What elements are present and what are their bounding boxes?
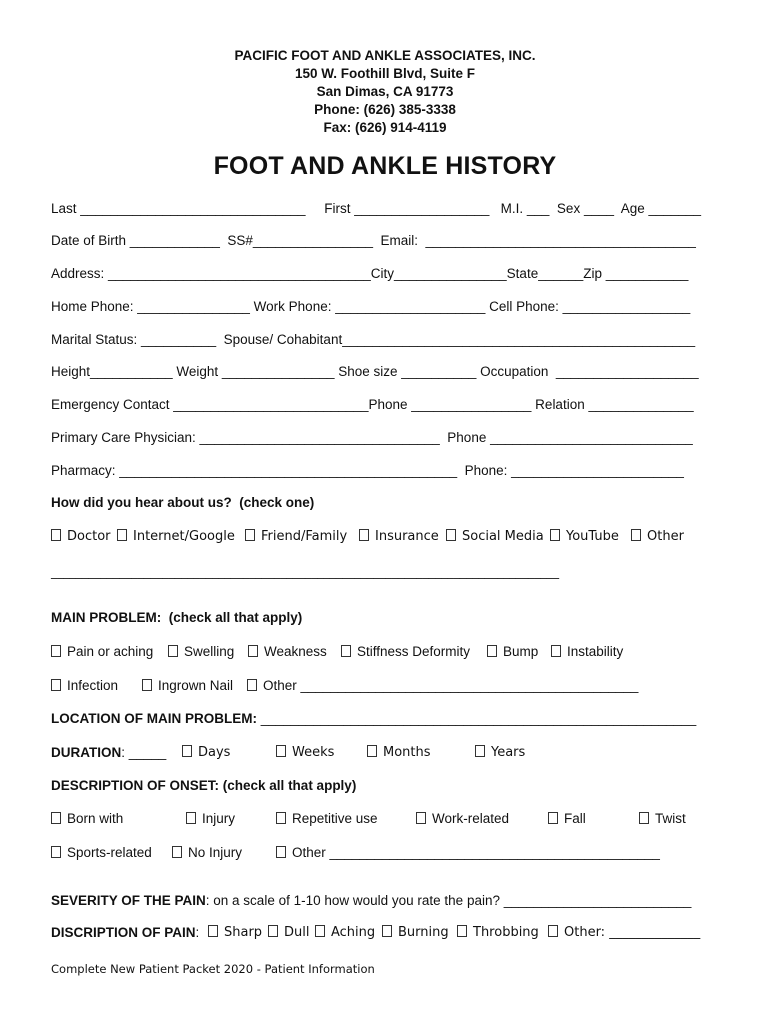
- practice-name: PACIFIC FOOT AND ANKLE ASSOCIATES, INC.: [234, 48, 536, 63]
- checkbox-icon[interactable]: [248, 645, 258, 657]
- hear-option-insurance[interactable]: Insurance: [359, 529, 439, 545]
- hear-option-youtube[interactable]: YouTube: [550, 529, 619, 545]
- hear-about-heading: How did you hear about us? (check one): [51, 495, 315, 510]
- checkbox-icon[interactable]: [51, 679, 61, 691]
- location-blank[interactable]: __________________________________________________________: [256, 711, 697, 726]
- checkbox-icon[interactable]: [276, 812, 286, 824]
- severity-prompt[interactable]: : on a scale of 1-10 how would you rate the pain? _________________________: [205, 893, 692, 908]
- checkbox-icon[interactable]: [182, 745, 192, 757]
- physician-fields[interactable]: Primary Care Physician: ________________________________ Phone ___________________________: [51, 430, 693, 445]
- checkbox-icon[interactable]: [341, 645, 351, 657]
- severity-line[interactable]: [51, 893, 691, 909]
- checkbox-icon[interactable]: [142, 679, 152, 691]
- pharmacy-fields[interactable]: Pharmacy: _____________________________________________ Phone: _______________________: [51, 463, 684, 478]
- checkbox-icon[interactable]: [268, 925, 278, 937]
- checkbox-icon[interactable]: [457, 925, 467, 937]
- problem-pain[interactable]: Pain or aching: [51, 644, 153, 660]
- problem-ingrown-nail[interactable]: Ingrown Nail: [142, 678, 233, 694]
- onset-heading-line: [51, 778, 356, 794]
- problem-swelling[interactable]: Swelling: [168, 644, 234, 660]
- duration-years[interactable]: Years: [475, 745, 525, 761]
- onset-other[interactable]: Other ____________________________________________: [276, 845, 660, 861]
- pain-other[interactable]: Other: ______________: [548, 925, 700, 941]
- checkbox-icon[interactable]: [276, 846, 286, 858]
- duration-label: DURATION: [51, 745, 122, 760]
- checkbox-icon[interactable]: [416, 812, 426, 824]
- checkbox-icon[interactable]: [639, 812, 649, 824]
- problem-weakness[interactable]: Weakness: [248, 644, 327, 660]
- pain-description-label: DISCRIPTION OF PAIN: [51, 925, 196, 940]
- pain-description-line: [51, 925, 199, 941]
- problem-instability[interactable]: Instability: [551, 644, 623, 660]
- practice-phone: Phone: (626) 385-3338: [314, 102, 456, 117]
- main-problem-heading: MAIN PROBLEM: (check all that apply): [51, 610, 303, 625]
- onset-no-injury[interactable]: No Injury: [172, 845, 242, 861]
- pain-sharp[interactable]: Sharp: [208, 925, 262, 941]
- checkbox-icon[interactable]: [382, 925, 392, 937]
- problem-infection[interactable]: Infection: [51, 678, 118, 694]
- duration-weeks[interactable]: Weeks: [276, 745, 334, 761]
- page-footer: Complete New Patient Packet 2020 - Patient Information: [51, 962, 375, 976]
- checkbox-icon[interactable]: [168, 645, 178, 657]
- checkbox-icon[interactable]: [276, 745, 286, 757]
- duration-days[interactable]: Days: [182, 745, 230, 761]
- phone-fields[interactable]: Home Phone: _______________ Work Phone: ____________________ Cell Phone: _________________: [51, 299, 691, 314]
- hear-option-other[interactable]: Other: [631, 529, 684, 545]
- severity-label: SEVERITY OF THE PAIN: [51, 893, 206, 908]
- marital-fields[interactable]: Marital Status: __________ Spouse/ Cohabitant_______________________________________________: [51, 332, 696, 347]
- checkbox-icon[interactable]: [487, 645, 497, 657]
- address-fields[interactable]: Address: ___________________________________City_______________State______Zip ___________: [51, 266, 689, 281]
- location-line[interactable]: [51, 711, 696, 727]
- emergency-contact-fields[interactable]: Emergency Contact __________________________Phone ________________ Relation ______________: [51, 397, 694, 412]
- problem-bump[interactable]: Bump: [487, 644, 538, 660]
- checkbox-icon[interactable]: [208, 925, 218, 937]
- duration-line[interactable]: [51, 745, 166, 761]
- checkbox-icon[interactable]: [548, 925, 558, 937]
- checkbox-icon[interactable]: [51, 529, 61, 541]
- name-fields[interactable]: Last ______________________________ First __________________ M.I. ___ Sex ____ Age _______: [51, 201, 702, 216]
- onset-work-related[interactable]: Work-related: [416, 811, 509, 827]
- checkbox-icon[interactable]: [475, 745, 485, 757]
- practice-address-1: 150 W. Foothill Blvd, Suite F: [294, 66, 475, 81]
- pain-description-colon: :: [195, 925, 200, 940]
- practice-address-2: San Dimas, CA 91773: [316, 84, 454, 99]
- practice-fax: Fax: (626) 914-4119: [323, 120, 447, 135]
- onset-heading: DESCRIPTION OF ONSET: [51, 778, 215, 793]
- duration-months[interactable]: Months: [367, 745, 431, 761]
- checkbox-icon[interactable]: [51, 812, 61, 824]
- checkbox-icon[interactable]: [51, 645, 61, 657]
- practice-header: [0, 47, 770, 137]
- problem-other[interactable]: Other _____________________________________________: [247, 678, 638, 694]
- pain-dull[interactable]: Dull: [268, 925, 309, 941]
- hear-option-social-media[interactable]: Social Media: [446, 529, 544, 545]
- checkbox-icon[interactable]: [446, 529, 456, 541]
- checkbox-icon[interactable]: [551, 645, 561, 657]
- onset-injury[interactable]: Injury: [186, 811, 235, 827]
- checkbox-icon[interactable]: [51, 846, 61, 858]
- onset-fall[interactable]: Fall: [548, 811, 586, 827]
- onset-born-with[interactable]: Born with: [51, 811, 123, 827]
- checkbox-icon[interactable]: [247, 679, 257, 691]
- onset-sports-related[interactable]: Sports-related: [51, 845, 152, 861]
- duration-blank[interactable]: : _____: [121, 745, 167, 760]
- pain-burning[interactable]: Burning: [382, 925, 449, 941]
- form-title: FOOT AND ANKLE HISTORY: [213, 152, 557, 180]
- checkbox-icon[interactable]: [315, 925, 325, 937]
- checkbox-icon[interactable]: [367, 745, 377, 757]
- checkbox-icon[interactable]: [172, 846, 182, 858]
- onset-repetitive-use[interactable]: Repetitive use: [276, 811, 378, 827]
- checkbox-icon[interactable]: [548, 812, 558, 824]
- hear-other-blank[interactable]: __________________________________________________________________________________: [51, 564, 560, 579]
- checkbox-icon[interactable]: [550, 529, 560, 541]
- checkbox-icon[interactable]: [186, 812, 196, 824]
- pain-throbbing[interactable]: Throbbing: [457, 925, 539, 941]
- hear-option-friend[interactable]: Friend/Family: [245, 529, 347, 545]
- checkbox-icon[interactable]: [631, 529, 641, 541]
- checkbox-icon[interactable]: [245, 529, 255, 541]
- pain-aching[interactable]: Aching: [315, 925, 375, 941]
- height-weight-fields[interactable]: Height___________ Weight _______________ Shoe size __________ Occupation ___________________: [51, 364, 699, 379]
- checkbox-icon[interactable]: [117, 529, 127, 541]
- checkbox-icon[interactable]: [359, 529, 369, 541]
- hear-option-doctor[interactable]: Doctor: [51, 529, 111, 545]
- onset-heading-suffix: : (check all that apply): [214, 778, 357, 793]
- dob-ssn-email-fields[interactable]: Date of Birth ____________ SS#________________ Email: ____________________________________: [51, 233, 696, 248]
- location-label: LOCATION OF MAIN PROBLEM:: [51, 711, 257, 726]
- hear-option-internet[interactable]: Internet/Google: [117, 529, 235, 545]
- problem-stiffness[interactable]: Stiffness Deformity: [341, 644, 470, 660]
- onset-twist[interactable]: Twist: [639, 811, 686, 827]
